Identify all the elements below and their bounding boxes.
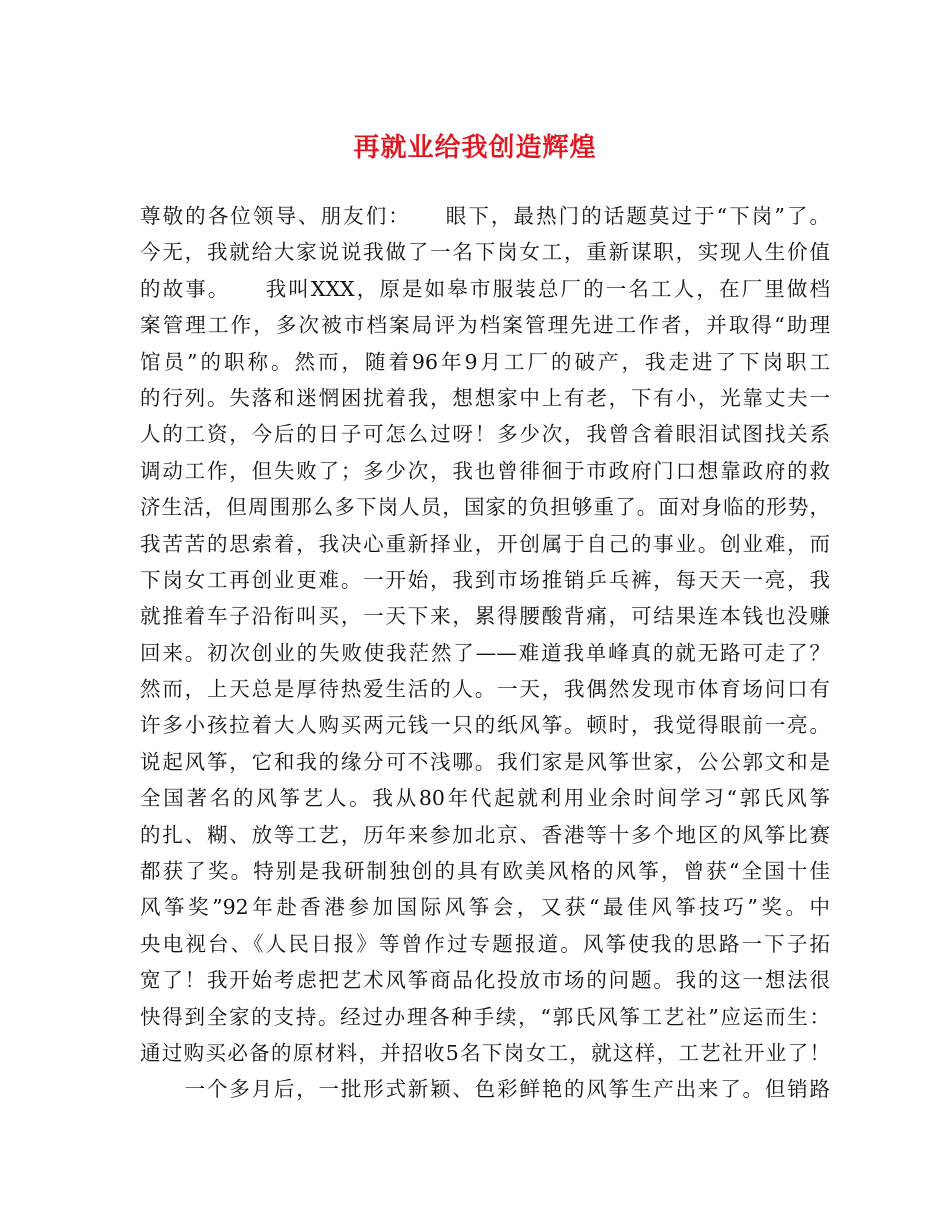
text-line: 通过购买必备的原材料，并招收5名下岗女工，就这样，工艺社开业了！: [140, 1040, 830, 1065]
document-body: [140, 198, 830, 1108]
text-line: 的扎、糊、放等工艺，历年来参加北京、香港等十多个地区的风筝比赛: [140, 822, 830, 847]
text-line: 的故事。 我叫XXX，原是如皋市服装总厂的一名工人，在厂里做档: [140, 276, 830, 301]
text-line: 都获了奖。特别是我研制独创的具有欧美风格的风筝，曾获“全国十佳: [140, 859, 830, 884]
text-line: 说起风筝，它和我的缘分可不浅哪。我们家是风筝世家，公公郭文和是: [140, 749, 830, 774]
text-line: 全国著名的风筝艺人。我从80年代起就利用业余时间学习“郭氏风筝: [140, 786, 830, 811]
document-title: 再就业给我创造辉煌: [353, 133, 597, 163]
text-line: 风筝奖”92年赴香港参加国际风筝会，又获“最佳风筝技巧”奖。中: [140, 895, 830, 920]
text-line: 下岗女工再创业更难。一开始，我到市场推销乒乓裤，每天天一亮，我: [140, 567, 830, 592]
text-line: 案管理工作，多次被市档案局评为档案管理先进工作者，并取得“助理: [140, 313, 830, 338]
text-line: 济生活，但周围那么多下岗人员，国家的负担够重了。面对身临的形势，: [140, 495, 830, 520]
text-line: 回来。初次创业的失败使我茫然了——难道我单峰真的就无路可走了？: [140, 640, 830, 665]
text-line: 然而，上天总是厚待热爱生活的人。一天，我偶然发现市体育场问口有: [140, 677, 830, 702]
text-line: 快得到全家的支持。经过办理各种手续，“郭氏风筝工艺社”应运而生：: [140, 1004, 830, 1029]
text-line: 我苦苦的思索着，我决心重新择业，开创属于自己的事业。创业难，而: [140, 531, 830, 556]
text-line: 一个多月后，一批形式新颖、色彩鲜艳的风筝生产出来了。但销路: [140, 1077, 830, 1102]
text-line: 宽了！我开始考虑把艺术风筝商品化投放市场的问题。我的这一想法很: [140, 968, 830, 993]
text-line: 人的工资，今后的日子可怎么过呀！多少次，我曾含着眼泪试图找关系: [140, 422, 830, 447]
text-line: 今无，我就给大家说说我做了一名下岗女工，重新谋职，实现人生价值: [140, 240, 830, 265]
text-line: 调动工作，但失败了；多少次，我也曾徘徊于市政府门口想靠政府的救: [140, 458, 830, 483]
text-line: 许多小孩拉着大人购买两元钱一只的纸风筝。顿时，我觉得眼前一亮。: [140, 713, 830, 738]
text-line: 就推着车子沿衔叫买，一天下来，累得腰酸背痛，可结果连本钱也没赚: [140, 604, 830, 629]
text-line: 尊敬的各位领导、朋友们： 眼下，最热门的话题莫过于“下岗”了。: [140, 204, 830, 228]
text-line: 的行列。失落和迷惘困扰着我，想想家中上有老，下有小，光靠丈夫一: [140, 385, 830, 410]
text-line: 央电视台、《人民日报》等曾作过专题报道。风筝使我的思路一下子拓: [140, 931, 830, 956]
text-line: 馆员”的职称。然而，随着96年9月工厂的破产，我走进了下岗职工: [140, 349, 830, 374]
